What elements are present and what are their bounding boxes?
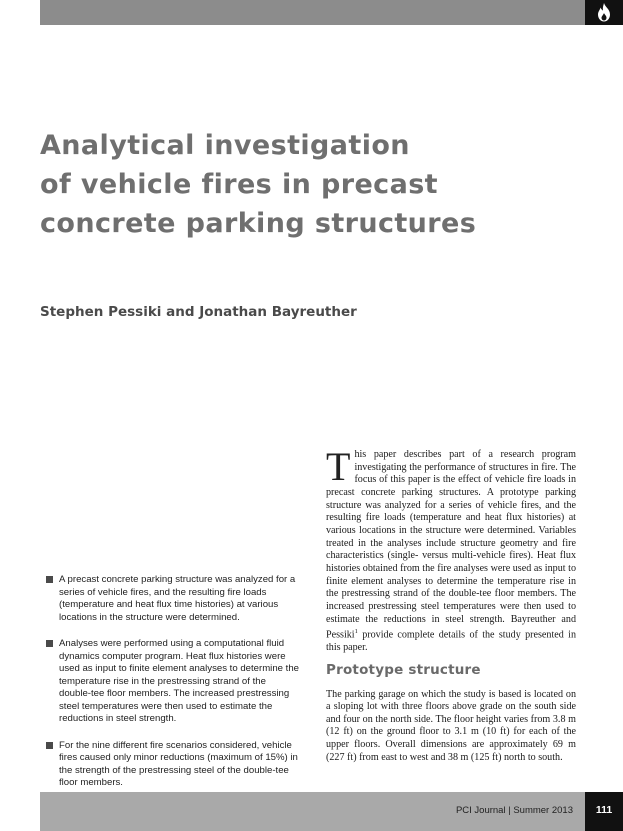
flame-icon xyxy=(596,3,612,22)
section-paragraph: The parking garage on which the study is based is located on a sloping lot with three floors above grade on the south side and four on the north side. The floor height varies from 3.8 m (12 ft) on the ground floor to 3.1 m (10 ft) for each of the upper floors. Overall dimensions are approximately 69 m (227 ft) from east to west and 38 m (125 ft) north to south. xyxy=(326,688,576,763)
header-bar xyxy=(40,0,585,25)
summary-item xyxy=(46,740,300,790)
author-byline: Stephen Pessiki and Jonathan Bayreuther xyxy=(40,304,357,320)
page-number: 111 xyxy=(595,804,613,816)
title-line: of vehicle fires in precast xyxy=(40,169,438,200)
bullet-square-icon xyxy=(46,742,53,749)
summary-text: A precast concrete parking structure was analyzed for a series of vehicle fires, and the resulting fire loads (temperature and heat flux time histories) at various locations in the structure were determined. xyxy=(59,574,296,623)
reference-superscript: 1 xyxy=(354,628,358,636)
footer-bar xyxy=(40,792,585,831)
summary-item xyxy=(46,638,300,726)
intro-text: his paper describes part of a research program investigating the performance of structures in fire. The focus of this paper is the effect of vehicle fire loads in precast concrete parking structures. A prototype parking structure was analyzed for a series of vehicle fires, and the resulting fire loads (temperature and heat flux histories) at various locations in the structure were determined. Variables treated in the analyses include structure geometry and fire characteristics (single- versus multi-vehicle fires). Heat flux histories obtained from the fire analyses were used as input to finite element analyses to determine the temperature rise in the prestressing strand of the double-tee floor members. The increased prestressing steel temperatures were then used to estimate the reductions in steel strength. Bayreuther and Pessiki xyxy=(326,449,576,641)
bullet-square-icon xyxy=(46,576,53,583)
body-column xyxy=(326,444,576,764)
header-icon-box xyxy=(585,0,623,25)
section-heading: Prototype structure xyxy=(326,661,481,678)
drop-cap: T xyxy=(326,444,351,489)
bullet-square-icon xyxy=(46,640,53,647)
title-line: Analytical investigation xyxy=(40,130,410,161)
title-line: concrete parking structures xyxy=(40,208,477,239)
summary-text: Analyses were performed using a computational fluid dynamics computer program. Heat flux histories were used as input to finite element analyses to determine the temperature rise in the prestressing strand of the double-tee floor members. The increased prestressing steel temperatures were then used to estimate the reductions in steel strength. xyxy=(59,638,299,724)
summary-item xyxy=(46,574,300,624)
summary-text: For the nine different fire scenarios considered, vehicle fires caused only minor reductions (maximum of 15%) in the strength of the prestressing steel of the double-tee floor members. xyxy=(59,739,298,788)
journal-issue: PCI Journal | Summer 2013 xyxy=(455,805,573,816)
article-title xyxy=(40,126,580,243)
page-number-box xyxy=(585,792,623,831)
summary-list xyxy=(46,574,300,804)
intro-tail-text: provide complete details of the study presented in this paper. xyxy=(326,629,576,654)
intro-paragraph xyxy=(326,444,576,655)
